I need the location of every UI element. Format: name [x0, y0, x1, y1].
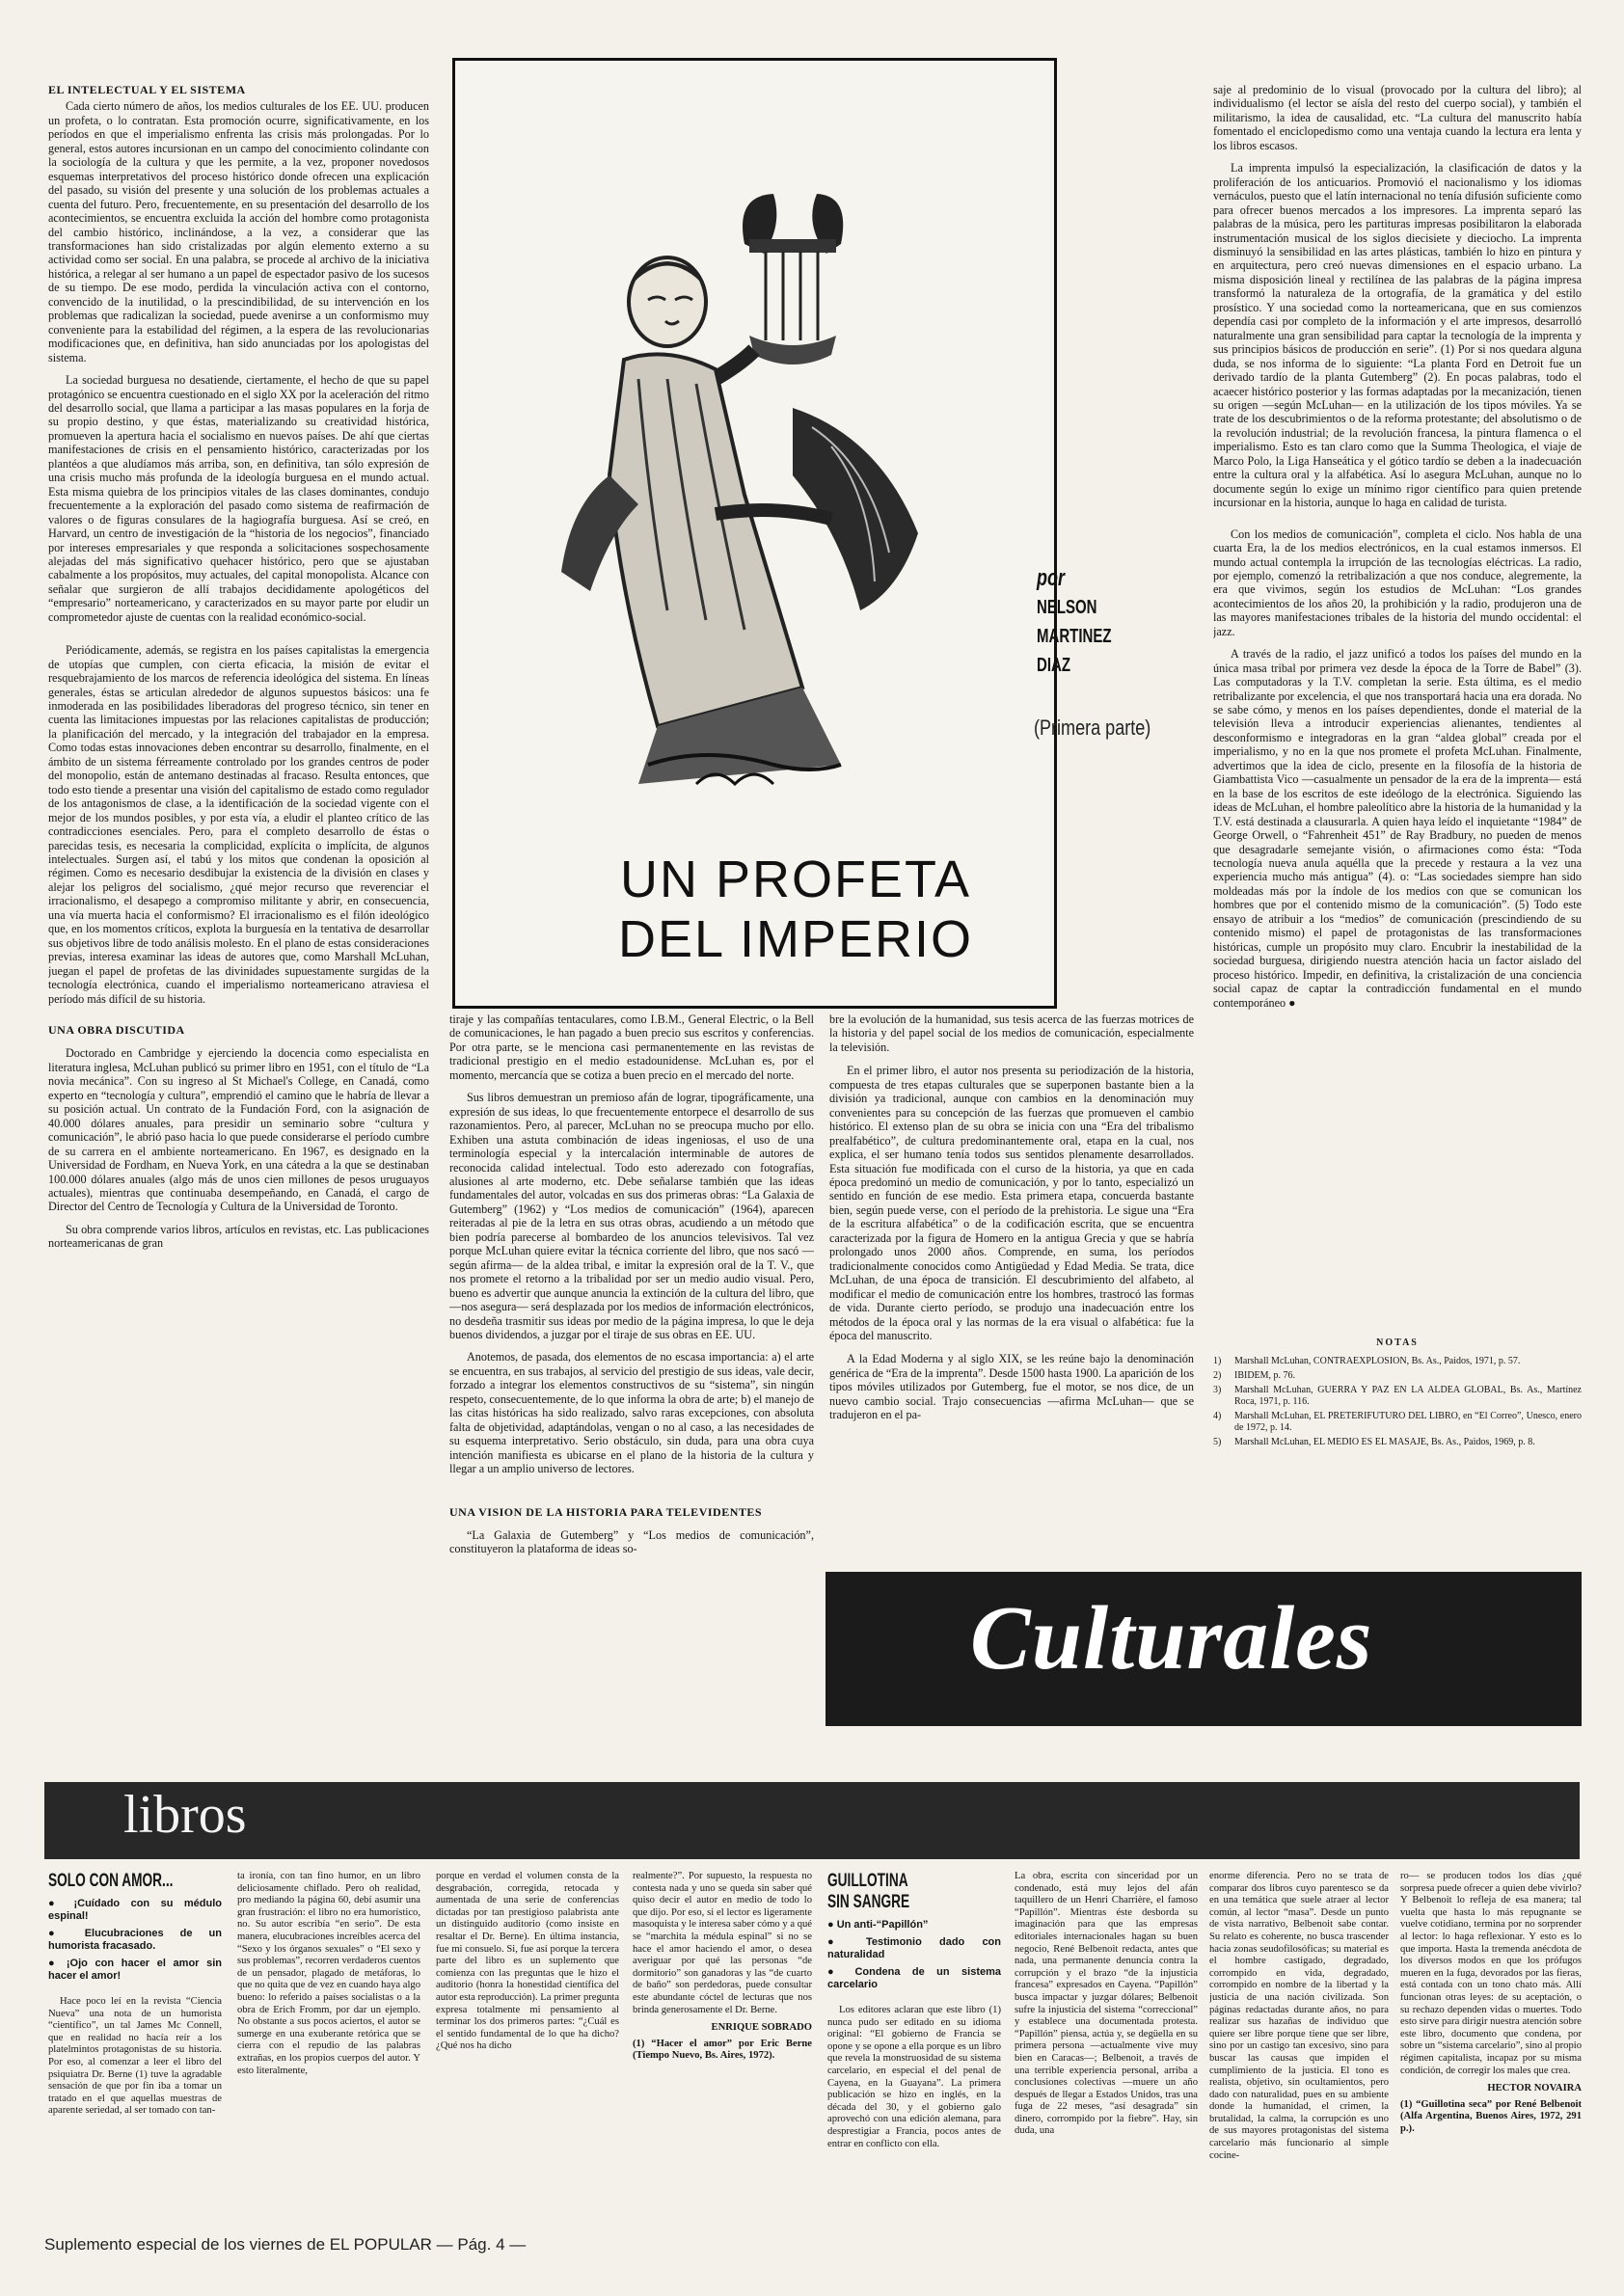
review-2-col-3: [1209, 1871, 1389, 2218]
review-2-col-2: [1015, 1871, 1198, 2218]
paragraph: realmente?”. Por supuesto, la respuesta no contesta nada y uno se queda sin saber qué quiso decir el autor en medio de todo lo que dijo. Por eso, si el lector es ligeramente masoquista y le interesa saber cómo y a qué se “marchita la médula espinal” si no se hace el amor haciendo el amor, o desea averiguar por qué las personas “de dormitorio” son ganadoras y las “de cuarto de baño” son perdedoras, puede consultar este abundante cóctel de lecturas que nos brinda generosamente el Dr. Berne.: [633, 1871, 812, 2015]
review-1-col-2: [237, 1871, 420, 2218]
title-line-1: UN PROFETA: [619, 851, 971, 908]
paragraph: Periódicamente, además, se registra en los países capitalistas la emergencia de utopías que cumplen, con cierta eficacia, la misión de evitar el resquebrajamiento de los marcos de referencia ideológica del sistema. En líneas generales, éstas se articulan alrededor de algunos supuestos básicos: una fe inmoderada en las posibilidades liberadoras del progreso técnico, sin tener en cuenta las limitaciones impuestas por las relaciones capitalistas de producción; la planificación del mercado, y la integración del trabajador en la empresa. Como todas estas innovaciones deben encontrar su desarrollo, finalmente, en el ámbito de un sistema férreamente controlado por los grandes centros de poder del monopolio, están de antemano destinadas al fracaso. Resulta entonces, que todo esto tiende a presentar una visión del capitalismo de estado como regulador de los antagonismos de clase, a la identificación de la sociedad vigente con el mejor de los mundos posibles, y por esta vía, a eludir el planteo crítico de las contradicciones esenciales. Pero, para el completo desarrollo de éstas o parecidas tesis, es necesaria la complicidad, explícita o implícita, de algunos intelectuales. Surgen así, el tabú y los mitos que condenan la oposición al régimen. Como es necesario desdibujar la existencia de la división en clases y alejar los peligros del socialismo, ¿qué mejor recurso que reverenciar el irracionalismo, el desapego a compromiso militante y abrir, en consecuencia, una vía muerta hacia el conformismo? El irracionalismo es el filón ideológico que, en los momentos críticos, explota la burguesía en la tentativa de desarrollar sus objetivos libre de todo análisis molesto. En el plano de estas consideraciones previas, interesa examinar las ideas de autores que, como Marshall McLuhan, juegan el papel de profetas de las divinidades supuestamente surgidas de la tecnología electrónica, cuando el imperialismo norteamericano atraviesa el período más difícil de su historia.: [48, 643, 429, 1006]
byline-name-1: NELSON: [1037, 597, 1097, 618]
paragraph: Sus libros demuestran un premioso afán de lograr, tipográficamente, una expresión de sus ideas, lo que frecuentemente entorpece el desarrollo de sus razonamientos. Pero, al parecer, McLuhan no se preocupa mucho por ello. Exhiben una astuta combinación de ideas ingeniosas, el uso de una terminología especial y la intercalación interminable de autores de reconocida calidad intelectual. Todo esto aderezado con fotografías, alusiones al arte moderno, etc. Debe señalarse también que las ideas fundamentales del autor, volcadas en sus dos primeras obras: “La Galaxia de Gutemberg” (1962) y “Los medios de comunicación” (1964), aparecen reiteradas al pie de la letra en sus otras obras, acudiendo a un método que bien podría parecerse al bombardeo de los anuncios televisivos. Tal vez porque McLuhan quiere evitar la técnica corriente del libro, que nos sacó —según afirma— de la aldea tribal, e imitar la expresión oral de la T. V., que nos promete el retorno a la tribalidad por ser un medio audio visual. Pero, bueno es advertir que aunque anuncia la extinción de la cultura del libro, que —nos asegura— será desplazada por los medios de información electrónicos, no desdeña trasmitir sus ideas por medio de la página impresa, lo que le deja buenos dividendos, a juzgar por el tiraje de sus obras en EE. UU.: [449, 1091, 814, 1341]
libros-banner: [44, 1782, 1580, 1859]
review-2-intro: [827, 1871, 1001, 2218]
paragraph: La obra, escrita con sinceridad por un condenado, está muy lejos del afán taquillero de un Henri Charrière, el famoso “Papillón”. Mientras éste desborda su imaginación para que las empresas editoriales internacionales hagan su buen negocio, René Belbenoit redacta, antes que nada, una permanente denuncia contra la corrupción y el brazo “de la injusticia francesa” expresados en Cayena. “Papillón” busca impactar y juzgar dólares; Belbenoit sufre la injusticia del sistema “correccional” y establece una documentada protesta. “Papillón” piensa, actúa y, se degüella en su primera persona —actualmente vive muy bien en Caracas—; Belbenoit, a través de una terrible experiencia personal, arriba a conclusiones colectivas —muere un año después de llegar a Estados Unidos, tras una fuga de 22 meses, “así desagrada” sin dinero, corrompido por la fiebre”. Hay, sin duda, una: [1015, 1871, 1198, 2137]
review-1-note: (1) “Hacer el amor” por Eric Berne (Tiempo Nuevo, Bs. Aires, 1972).: [633, 2038, 812, 2062]
paragraph: bre la evolución de la humanidad, sus tesis acerca de las fuerzas motrices de la historia y del papel social de los medios de comunicación, especialmente la televisión.: [829, 1013, 1194, 1054]
author-byline: [1037, 564, 1111, 680]
article-column-4: [1213, 83, 1582, 1323]
review-2-title-2: SIN SANGRE: [827, 1892, 910, 1912]
review-2-col-4: [1400, 1871, 1582, 2218]
lyre-player-illustration: [552, 186, 957, 823]
paragraph: ta ironía, con tan fino humor, en un libro deliciosamente chiflado. Pero oh realidad, pro mediando la página 60, debí asumir una gran frustración: el libro no era humorístico, no. Su autor escribía “en serio”. De esta manera, elucubraciones increíbles acerca del “Sexo y los órganos sexuales” o “El sexo y sus problemas”, recorren verdaderos cuentos de un pensador, plagado de metáforas, lo que no quita que de vez en cuando haya algo bueno: lo referido a países socialistas o a la obra de Erich Fromm, por dar un ejemplo. No obstante a sus pocos aciertos, el autor se sumerge en una exuberante retórica que se cierra con el repudio de las palabras extrañas, en los propios cuerpos del autor. Y esto literalmente,: [237, 1871, 420, 2076]
paragraph: Los editores aclaran que este libro (1) nunca pudo ser editado en su idioma original: “El gobierno de Francia se opone y se opone a ella porque es un libro que revela la monstruosidad de su sistema carcelario, en especial el del penal de Cayena, en la Guayana”. La primera publicación se hizo en inglés, en la década del 30, y el gobierno galo aprovechó con una edición alemana, para desprestigiar a Francia, pocos antes de entrar en conflicto con ella.: [827, 2005, 1001, 2149]
paragraph: En el primer libro, el autor nos presenta su periodización de la historia, compuesta de tres etapas culturales que se superponen bastante bien a la división ya tradicional, aunque con cambios en la denominación muy convenientes para su concepción de las fuerzas que promueven el cambio histórico. El extenso plan de su obra se inicia con una “Era del tribalismo prealfabético”, de cultura predominantemente oral, etapa en la cual, nos explica, el ser humano tenía todos sus sentidos plenamente desarrollados. Esta situación fue modificada con el curso de la historia, ya que en cada época predominó un medio de comunicación, y por lo tanto, especializó un sentido en función de ese medio. Esta primera etapa, concuerda bastante bien, según puede verse, con el período de la prehistoria. Le sigue una “Era de la escritura alfabética” o de la codificación escrita, que se encuentra caracterizada por la figura de Homero en la antigua Grecia y que se habría prolongado unos 2000 años. Comprende, en suma, los períodos tradicionalmente conocidos como Antigüedad y Edad Media. Se trata, dice McLuhan, de una época de transición. El descubrimiento del alfabeto, al modificar el medio de comunicación entre los hombres, trastrocó las formas de vida. Durante cierto período, se produjo una inadecuación entre los métodos de la época oral y las normas de la era visual o alfabética: fue la época del manuscrito.: [829, 1064, 1194, 1342]
paragraph: A la Edad Moderna y al siglo XIX, se les reúne bajo la denominación genérica de “Era de la imprenta”. Desde 1500 hasta 1900. La aparición de los tipos móviles utilizados por Gutemberg, fue el motor, se nos dice, de un nuevo cambio social. Trajo consecuencias —afirma McLuhan— que se tradujeron en el pa-: [829, 1352, 1194, 1422]
paragraph: A través de la radio, el jazz unificó a todos los países del mundo en la única masa tribal por primera vez desde la época de la Torre de Babel” (3). Las computadoras y la T.V. completan la serie. Esta última, es el medio retribalizante por excelencia, el que nos transportará hacia una era dorada. No se sabe cómo, y menos en los países dependientes, donde el material de la televisión lleva a introducir experiencias alienantes, tendientes al desconformismo e integradoras en la gran “aldea global” creada por el imperialismo, y no en la que nos promete el profeta McLuhan. Finalmente, advertimos que la idea de ciclo, presente en la filosofía de la historia de Giambattista Vico —casualmente un pensador de la era de la imprenta— está en la base de los escritos de este ideólogo de la electrónica. Siguiendo las ideas de McLuhan, el hombre paleolítico abre la historia de la humanidad y la T.V. está destinada a clausurarla. A quien haya leído el inquietante “1984” de George Orwell, o “Fahrenheit 451” de Ray Bradbury, no pueden de menos que desagradarle semejante visión, o afirmaciones como ésta: “Toda tecnología nueva anula aquélla que la precede y restaura a la vez una experiencia mucho más antigua” (4). o: “Las sociedades siempre han sido moldeadas más por la índole de los medios con que se comunican los hombres que por el contenido mismo de la comunicación”. (5) Todo este ensayo de atribuir a los “medios” de comunicación (prescindiendo de su contenido mismo) el papel de protagonistas de las transformaciones históricas, cumple un propósito muy claro. Encubrir la inestabilidad de la sociedad burguesa, dirigiendo nuestra atención hacia un factor aislado del proceso histórico. Impedir, en definitiva, la cristalización de una conciencia social capaz de captar la contradicción fundamental en el mundo contemporáneo ●: [1213, 647, 1582, 1010]
section-heading-intelectual: EL INTELECTUAL Y EL SISTEMA: [48, 83, 246, 96]
page-footer: Suplemento especial de los viernes de EL POPULAR — Pág. 4 —: [44, 2235, 527, 2254]
review-1-intro: [48, 1871, 222, 2218]
byline-name-2: MARTINEZ: [1037, 626, 1112, 647]
paragraph: “La Galaxia de Gutemberg” y “Los medios de comunicación”, constituyeron la plataforma de ideas so-: [449, 1527, 814, 1556]
paragraph: Doctorado en Cambridge y ejerciendo la docencia como especialista en literatura inglesa, McLuhan publicó su primer libro en 1951, con el título de “La novia mecánica”. Con su ingreso al St Michael's College, en Canadá, como experto en “tecnología y cultura”, emprendió el camino que le habría de llevar a su posición actual. Un contrato de la Fundación Ford, con la asignación de 40.000 dólares anuales, para presidir un seminario sobre “cultura y comunicación”, le abrió paso hacia lo que puede considerarse el período cumbre de su carrera en el ambiente norteamericano. En 1967, es designado en la Universidad de Fordham, en Nueva York, en una cátedra a la que se destinaban 100.000 dólares anuales (algo más de unos cien millones de pesos uruguayos actuales), mientras que continuaba desempeñando, en Canadá, el cargo de Director del Centro de Tecnología y Cultura de la Universidad de Toronto.: [48, 1046, 429, 1214]
part-label: (Primera parte): [1034, 716, 1151, 740]
paragraph: Su obra comprende varios libros, artículos en revistas, etc. Las publicaciones norteamericanas de gran: [48, 1222, 429, 1251]
byline-por: por: [1037, 565, 1066, 591]
paragraph: La sociedad burguesa no desatiende, ciertamente, el hecho de que su papel protagónico se encuentra cuestionado en el siglo XX por la aceleración del ritmo del desarrollo social, que llama a participar a las masas populares en la forja de su propio destino, y que éstas, materializando su creatividad histórica, promueven la apertura hacia el socialismo en nuevos países. De ahí que ciertas manifestaciones de crisis en el pensamiento histórico, caracterizadas por los plantéos a que aludíamos más arriba, son, en definitiva, tan sólo expresión de una crisis mucho más profunda de la ideología burguesa en el mundo actual. Esta misma quiebra de los principios vitales de las clases dominantes, condujo frecuentemente a la exploración del pasado como sistema de reafirmación de valores o de figuras consulares de la hagiografía burguesa. Así se creó, en Harvard, un centro de investigación de la “historia de los negocios”, financiado por intereses empresariales y que responda a solicitaciones sospechosamente alejadas del más significativo quehacer histórico, pero que se ajustaban cabalmente a los propósitos, muy actuales, del capital monopolista. Alcance con señalar que surgieron de allí trabajos decididamente apologéticos del “empresario” norteamericano, y caracterizados en su mayor parte por eludir un comprometedor ajuste de cuentas con la realidad económico-social.: [48, 373, 429, 624]
paragraph: tiraje y las compañías tentaculares, como I.B.M., General Electric, o la Bell de comunicaciones, le han pagado a buen precio sus escritos y conferencias. Por otra parte, se le menciona casi permanentemente en las revistas de tradicional prestigio en el medio estadounidense. McLuhan es, por el momento, mercancía que se cotiza a buen precio en el mercado del norte.: [449, 1013, 814, 1082]
paragraph: Anotemos, de pasada, dos elementos de no escasa importancia: a) el arte se encuentra, en sus trabajos, al servicio del prestigio de sus ideas, vale decir, forzado a integrar los elementos constructivos de su “sistema”, sin ningún respeto, consecuentemente, de lo que informa la obra de arte; b) el manejo de las citas históricas ha sido realizado, salvo raras excepciones, con absoluta falta de objetividad, adaptándolas, vengan o no al caso, a las necesidades de su esquema interpretativo. Serio obstáculo, sin duda, para una obra cuya intención manifiesta es ubicarse en el plano de la historia de la cultura y llegar a un amplio universo de lectores.: [449, 1350, 814, 1476]
review-1-bullet: ● Elucubraciones de un humorista fracasado.: [48, 1928, 222, 1953]
libros-title: libros: [123, 1785, 247, 1845]
note-item: 5) Marshall McLuhan, EL MEDIO ES EL MASAJE, Bs. As., Paidos, 1969, p. 8.: [1213, 1437, 1535, 1448]
notes-heading: NOTAS: [1376, 1337, 1419, 1348]
paragraph: Hace poco leí en la revista “Ciencia Nueva” una nota de un humorista “científico”, un tal James Mc Connell, que en realidad no hacía reír a los platelmintos protagonistas de su historia. Por eso, al comenzar a leer el libro del psiquiatra Dr. Berne (1) tuve la agradable sensación de que por fin iba a tomar un tratado en el que aquellas muestras de aparente seriedad, al ser tomado con tan-: [48, 1996, 222, 2117]
section-heading-obra: UNA OBRA DISCUTIDA: [48, 1023, 185, 1037]
review-2-note: (1) “Guillotina seca” por René Belbenoit (Alfa Argentina, Buenos Aires, 1972, 291 p.).: [1400, 2098, 1582, 2134]
paragraph: saje al predominio de lo visual (provocado por la cultura del libro); al individualismo (el lector se aísla del resto del cuerpo social), y también el militarismo, la idea de causalidad, etc. “La cultura del manuscrito había fomentado el enciclopedismo como una ventaja cuando la lectura era lenta y los libros escasos.: [1213, 83, 1582, 152]
review-1-title: SOLO CON AMOR...: [48, 1871, 174, 1891]
paragraph: Con los medios de comunicación”, completa el ciclo. Nos habla de una cuarta Era, la de los medios electrónicos, en la cual estamos inmersos. El mundo actual contempla la irrupción de las tecnologías eléctricas. La radio, por ejemplo, comenzó la retribalización a que nos conduce, alegremente, la era que vivimos, según los estudios de McLuhan: “Los grandes acontecimientos de los años 20, la prohibición y la radio, produjeron una de las mayores manifestaciones tribales de la historia del mundo occidental: el jazz.: [1213, 527, 1582, 638]
review-2-bullet: ● Testimonio dado con naturalidad: [827, 1936, 1001, 1961]
review-1-col-4: [633, 1871, 812, 2218]
culturales-banner: [826, 1572, 1582, 1726]
paragraph: La imprenta impulsó la especialización, la clasificación de datos y la proliferación de los anticuarios. Promovió el nacionalismo y los idiomas vernáculos, puesto que el latín internacional no tenía difusión suficiente como para ofrecer buenos mercados a los impresores. La imprenta separó las palabras de la música, pero les partituras impresas posibilitaron la elaborada instrumentación musical de los siglos diecisiete y dieciocho. La imprenta disminuyó la sensibilidad en las artes plásticas, también lo hizo en pintura y en arquitectura, pero creó nuevas dimensiones en el espacio urbano. La misma disposición lineal y rectilínea de las palabras de la página impresa transformó la naturaleza de la ortografía, de la gramática y del estilo prosístico. Y una sociedad como la norteamericana, que en sus comienzos dependía casi por completo de la información y el arte impresos, desarrolló naturalmente una gran sensibilidad para captar la tecnología de la imprenta y sus principios básicos de producción en serie”. (1) Por si nos quedara alguna duda, se nos informa de lo siguiente: “La planta Ford en Detroit fue un derivado tardío de la planta Gutemberg” (2). En pocas palabras, todo el acaecer histórico posterior y las formas adaptadas por la mecanización, tienen su origen —según McLuhan— en la utilización de los tipos móviles. Ya se trate de los descubrimientos o de la reforma protestante; del absolutismo o de la revolución industrial; de la revolución francesa, la pintura flamenca o el imperialismo. Esto es tan claro como que la Summa Theologica, el viaje de Marco Polo, la Liga Hanseática y el gótico tardío se deben a la inadecuación entre la cultura oral y la alfabética. Así lo asegura McLuhan, aunque no lo documente según lo exige un mínimo rigor científico para quien pretende incursionar en la historia, aunque lo haga en calidad de turista.: [1213, 161, 1582, 510]
review-2-title-1: GUILLOTINA: [827, 1871, 908, 1891]
review-2-signature: HECTOR NOVAIRA: [1487, 2083, 1582, 2094]
illustration-frame: [452, 58, 1057, 1009]
review-1-bullet: ● ¡Cuídado con su médulo espinal!: [48, 1898, 222, 1923]
review-2-bullet: ● Condena de un sistema carcelario: [827, 1966, 1001, 1991]
article-title: [579, 850, 1013, 969]
byline-name-3: DIAZ: [1037, 655, 1071, 676]
title-line-2: DEL IMPERIO: [617, 910, 974, 968]
paragraph: porque en verdad el volumen consta de la desgrabación, corregida, retocada y aumentada de una serie de conferencias dictadas por tan prestigioso palabrista ante un distinguido auditorio (como insiste en resaltar el Dr. Berne). En última instancia, fue mi consuelo. Si, fue así porque la tercera parte del libro es un suplemento que comienza con las preguntas que le hizo el auditorio (honra la honestidad científica del autor esta reproducción). La primer pregunta expresa totalmente mi pensamiento al terminar los dos primeros partes: “¿Cuál es el sentido fundamental de lo que ha dicho? ¿Qué nos ha dicho: [436, 1871, 619, 2052]
section-heading-vision: UNA VISION DE LA HISTORIA PARA TELEVIDENTES: [449, 1504, 763, 1519]
note-item: 1) Marshall McLuhan, CONTRAEXPLOSION, Bs. As., Paidos, 1971, p. 57.: [1213, 1356, 1521, 1367]
paragraph: ro— se producen todos los días ¿qué sorpresa puede ofrecer a quien debe vivirlo? Y Belbenoit lo refleja de esa manera; tal vuelta que hasta lo más repugnante se vuelve cotidiano, termina por no sorprender al lector: lo haga reflexionar. Y esto es lo que importa. Hasta la tremenda anécdota de los diversos modos en que los prófugos mueren en la fuga, devorados por las fieras, está contada con un tono chato más. Allí funcionan otras leyes: de su aceptación, o su rechazo dependen vidas o muertes. Todo esto sirve para dirigir nuestra atención sobre este libro, documento que condena, por sobre un “sistema carcelario”, sino al propio régimen capitalista, incapaz por su misma condición, de corregir los males que crea.: [1400, 1871, 1582, 2076]
review-1-bullet: ● ¡Ojo con hacer el amor sin hacer el amor!: [48, 1958, 222, 1983]
paragraph: Cada cierto número de años, los medios culturales de los EE. UU. producen un profeta, o lo contratan. Esta promoción ocurre, significativamente, en los períodos en que el imperialismo enfrenta las crisis más prolongadas. Por lo general, estos autores incursionan en un campo del conocimiento colindante con la sociología de la cultura y que les permite, a la vez, proponer novedosos esquemas interpretativos del proceso histórico donde ofrecen una explicación del pasado, su visión del presente y una solución de los problemas actuales a cuenta del futuro. Pero, frecuentemente, en su presentación del desarrollo de los acontecimientos, se encuentra excluida la acción del hombre como protagonista del cambio histórico, inclinándose, a la vez, a considerar que las transformaciones han sido cristalizadas por algún elemento externo a su actividad como ser social. En una palabra, se procede al archivo de la iniciativa histórica, a relegar al ser humano a un papel de espectador pasivo de los sucesos de su tiempo. De ese modo, perdida la vinculación activa con el contorno, convencido de la inutilidad, o la prescindibilidad, de su intervención en los problemas que radicalizan la sociedad, puede avenirse a un conformismo muy conveniente para la estabilidad del régimen, a la espera de las revolucionarias modificaciones que, en definitiva, han sido anunciadas por los apologistas del sistema.: [48, 99, 429, 365]
note-item: 3) Marshall McLuhan, GUERRA Y PAZ EN LA ALDEA GLOBAL, Bs. As., Martínez Roca, 1971, p. 116.: [1213, 1385, 1582, 1408]
review-1-signature: ENRIQUE SOBRADO: [711, 2022, 812, 2034]
article-column-1: [48, 83, 429, 1418]
article-column-2: [449, 1013, 814, 1765]
notes-block: [1213, 1331, 1582, 1524]
note-item: 2) IBIDEM, p. 76.: [1213, 1370, 1296, 1382]
paragraph: enorme diferencia. Pero no se trata de comparar dos libros cuyo parentesco se da en una temática que suele atraer al lector común, al lector “masa”. Desde un punto de vista narrativo, Belbenoit sabe contar. Su relato es coherente, no busca trascender hacia zonas seudofilosóficas; su material es el hombre castigado, degradado, corrompido en vida, degradado, corrompido en nombre de la libertad y la justicia de una nación civilizada. Son páginas redactadas durante años, no para realizar sus hazañas de individuo que quiere ser libre porque tiene que ser libre, sino por un castigo tan excesivo, sino para buscar las causas que impiden el cumplimiento de la justicia. El tono es realista, objetivo, sin ocultamientos, pero dado con naturalidad, pues en su ambiente donde la humanidad, el crimen, la brutalidad, la calma, la corrupción es uno de sus mayores protagonistas del sistema carcelario más funcionario al simple cocine-: [1209, 1871, 1389, 2161]
article-column-3: [829, 1013, 1194, 1562]
note-item: 4) Marshall McLuhan, EL PRETERIFUTURO DEL LIBRO, en “El Correo”, Unesco, enero de 1972, p. 14.: [1213, 1411, 1582, 1434]
review-2-bullet: ● Un anti-“Papillón”: [827, 1919, 1001, 1931]
review-1-col-3: [436, 1871, 619, 2218]
culturales-title: Culturales: [970, 1588, 1373, 1688]
